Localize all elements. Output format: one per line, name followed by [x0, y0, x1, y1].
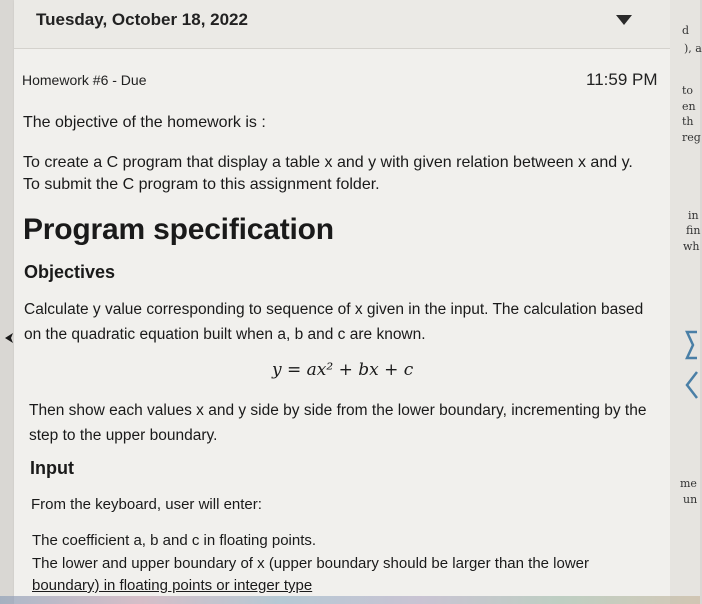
side-fragment: ), a	[684, 42, 702, 55]
input-heading: Input	[30, 458, 74, 478]
bracket-shape	[683, 330, 699, 360]
side-fragment: in	[688, 209, 699, 222]
side-fragment: reg	[682, 131, 701, 144]
date-title: Tuesday, October 18, 2022	[36, 10, 248, 29]
objective-line-2: To submit the C program to this assignment folder.	[23, 176, 380, 193]
objectives-text: Calculate y value corresponding to sequence of x given in the input. The calculation based on the quadratic equation built when a, b and c are known.	[24, 301, 644, 343]
boundary-line-2: boundary) in floating points or integer type	[32, 577, 313, 594]
side-fragment: me	[680, 477, 697, 490]
bracket-shape	[683, 370, 699, 400]
boundary-text	[32, 553, 632, 597]
coefficient-text: The coefficient a, b and c in floating points.	[32, 532, 317, 549]
boundary-line-1: The lower and upper boundary of x (upper boundary should be larger than the lower	[32, 555, 590, 572]
objectives-heading: Objectives	[24, 262, 116, 282]
date-header[interactable]	[14, 0, 670, 49]
side-fragment: en	[682, 100, 696, 113]
show-values-text: Then show each values x and y side by side from the lower boundary, incrementing by the step to the upper boundary.	[29, 402, 647, 444]
keyboard-text: From the keyboard, user will enter:	[31, 496, 262, 513]
side-fragment: un	[683, 493, 698, 506]
side-fragment: wh	[683, 240, 700, 253]
caret-down-icon[interactable]	[615, 14, 633, 26]
side-fragment: fin	[686, 224, 701, 237]
quadratic-equation: y = ax² + bx + c	[272, 360, 414, 380]
mouse-cursor-icon	[4, 332, 14, 344]
due-time: 11:59 PM	[586, 70, 658, 89]
side-fragment: th	[682, 115, 694, 128]
objective-intro: The objective of the homework is :	[23, 114, 266, 131]
side-fragment: to	[682, 84, 694, 97]
objective-line-1: To create a C program that display a table x and y with given relation between x and y.	[23, 154, 633, 171]
dock-strip	[0, 596, 700, 604]
side-fragment: d	[682, 24, 690, 37]
assignment-title: Homework #6 - Due	[22, 72, 147, 88]
background-document-strip	[670, 0, 700, 604]
spec-heading: Program specification	[23, 213, 334, 246]
notes-page	[14, 0, 670, 604]
objective-description	[23, 152, 643, 196]
